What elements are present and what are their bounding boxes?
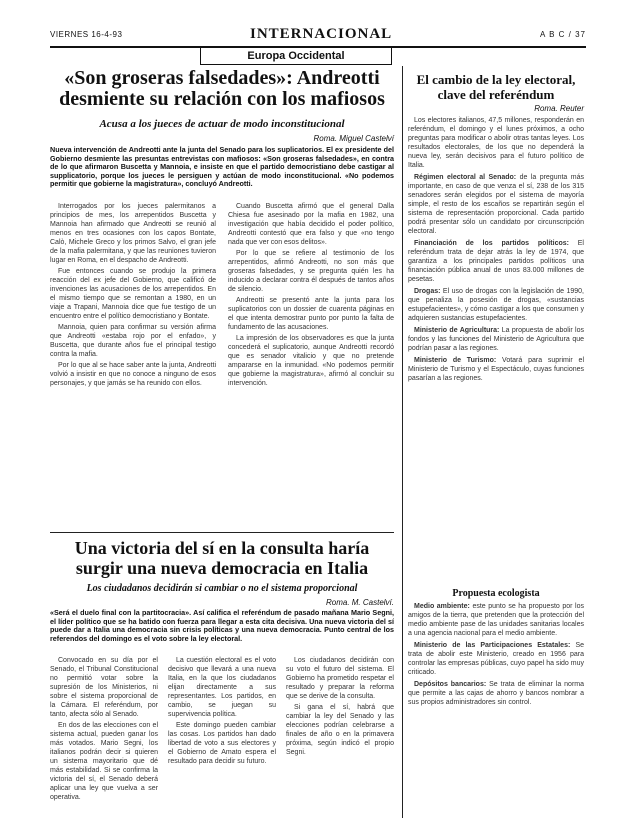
paragraph: Por lo que al se hace saber ante la junta, Andreotti volvió a insistir en que no conoce a ninguno de esos personajes, y que jamás se ha reunido con ellos. — [50, 362, 216, 387]
paragraph: Convocado en su día por el Senado, el Tribunal Constitucional no permitió votar sobre la supresión de los Ministerios, ni sobre el sistema proporcional de la Cámara. El referéndum, por tanto, afecta sólo al Senado. — [50, 657, 158, 718]
item-label: Financiación de los partidos políticos: — [414, 240, 569, 247]
article1-column-2 — [228, 202, 394, 528]
paragraph: Este domingo pueden cambiar las cosas. Los partidos han dado libertad de voto a sus electores y el Gobierno de Amato espera el resultado para decidir su futuro. — [168, 722, 276, 765]
paragraph: En dos de las elecciones con el sistema actual, pueden ganar los más votados. Mario Segni, los italianos podrán decir si quieren un sistema mayoritario que dé más estabilidad. Si se confirma la victoria del sí, el Senado deberá aplicar una ley que vuelva a ser operativa. — [50, 722, 158, 801]
item-label: Medio ambiente: — [414, 603, 470, 610]
article1-lead: Nueva intervención de Andreotti ante la junta del Senado para los suplicatorios. El ex presidente del Gobierno desmiente las presuntas entrevistas con mafiosos: «Son groseras falsedades», en contra de lo que afirmaron Buscetta y Mannoia, e insiste en que el partido democristiano debe castigar al supplicatorio, porque los jueces le persiguen y actúan de modo inconstitucional. «No podemos permitir que gobierne la magistratura», concluyó Andreotti. — [50, 146, 394, 189]
item-text: Se trata de eliminar la norma que permite a las cajas de ahorro y bancos nombrar a sus propios administradores sin control. — [408, 681, 584, 706]
item-label: Régimen electoral al Senado: — [414, 174, 517, 181]
article1-headline: «Son groseras falsedades»: Andreotti desmiente su relación con los mafiosos — [59, 67, 385, 110]
item-label: Ministerio de las Participaciones Estatales: — [414, 642, 571, 649]
item-label: Ministerio de Turismo: — [414, 357, 497, 364]
paragraph: Fue entonces cuando se produjo la primera reacción del ex jefe del Gobierno, que calificó de invenciones las acusaciones de los arrepentidos. En el mismo tiempo que se remontan a 1980, en un viaje a Trapani, Mannoia dice que fue testigo de un encuentro entre el político democristiano y Bontate. — [50, 268, 216, 320]
article-divider — [50, 532, 394, 533]
item-text: Votará para suprimir el Ministerio de Turismo y el Espectáculo, cuyas funciones pasarían a las regiones. — [408, 357, 584, 382]
sidebar-title: El cambio de la ley electoral, clave del referéndum — [416, 72, 576, 102]
item-text: este punto se ha propuesto por los amigos de la tierra, que pretenden que la protección del medio ambiente pase de las unidades sanitarias locales a una agencia nacional para el medio ambiente. — [408, 603, 584, 637]
item-label: Drogas: — [414, 288, 441, 295]
article1-column-1 — [50, 202, 216, 528]
sidebar-body — [408, 116, 584, 586]
masthead — [50, 24, 586, 48]
item-text: de la pregunta más importante, en caso de que venza el sí, 238 de los 315 senadores serán elegidos por el sistema de mayoría simple, el resto de los escaños se repartirán según el sistema de representación proporcional. Cada partido podrá presentar sólo un candidato por circunscripción electoral. — [408, 174, 584, 235]
list-item — [408, 173, 584, 236]
list-item — [408, 287, 584, 323]
article2-column-2 — [168, 656, 276, 816]
item-text: El referéndum trata de dejar atrás la ley de 1974, que garantiza a los principales partidos políticos una financiación pública anual de unos 83.000 millones de pesetas. — [408, 240, 584, 283]
paragraph: Si gana el sí, habrá que cambiar la ley del Senado y las elecciones podrían celebrarse a finales de año o en la primavera próxima, según indicó el propio Segni. — [286, 704, 394, 756]
sidebar-byline: Roma. Reuter — [534, 104, 584, 113]
item-text: El uso de drogas con la legislación de 1990, que penaliza la posesión de drogas, «sustancias estupefacientes», y cómo castigar a los que consumen y adquieren sustancias estupefacientes. — [408, 288, 584, 322]
masthead-section: INTERNACIONAL — [250, 26, 393, 42]
masthead-date: VIERNES 16-4-93 — [50, 30, 123, 39]
article2-column-1 — [50, 656, 158, 816]
item-label: Ministerio de Agricultura: — [414, 327, 500, 334]
list-item — [408, 326, 584, 353]
paragraph: Los electores italianos, 47,5 millones, responderán en referéndum, el domingo y el lunes próximos, a ocho preguntas para modificar o abolir otras tantas leyes. Los resultados electorales, de los que no dependerá la nueva ley, serán decisivos para el futuro político de Italia. — [408, 117, 584, 169]
list-item — [408, 602, 584, 638]
article2-byline: Roma. M. Castelví. — [325, 598, 394, 607]
paragraph: Interrogados por los jueces palermitanos a principios de mes, los arrepentidos Buscetta y Mannoia han afirmado que Andreotti se reunió al menos en tres ocasiones con los capos Bontate, Calò, Michele Greco y los primos Salvo, el gran jefe de la mafia palermitana, y que las reuniones tuvieron lugar en Roma, en el despacho de Andreotti. — [50, 203, 216, 264]
paragraph: Los ciudadanos decidirán con su voto el futuro del sistema. El Gobierno ha prometido respetar el resultado y preparar la reforma que se derive de la consulta. — [286, 657, 394, 700]
article1-deck: Acusa a los jueces de actuar de modo inconstitucional — [99, 118, 345, 130]
article2-deck: Los ciudadanos decidirán si cambiar o no el sistema proporcional — [86, 583, 358, 594]
list-item — [408, 356, 584, 383]
article2-column-3 — [286, 656, 394, 816]
item-text: Se trata de abolir este Ministerio, creado en 1956 para controlar las empresas públicas, cuyo papel ha sido muy criticado. — [408, 642, 584, 676]
paragraph: La cuestión electoral es el voto decisivo que llevará a una nueva Italia, en la que los ciudadanos elijan directamente a sus representantes. Los partidos, en cambio, se juegan su supervivencia política. — [168, 657, 276, 718]
list-item — [408, 641, 584, 677]
article2-lead: «Será el duelo final con la partitocracia». Así califica el referéndum de pasado mañana Mario Segni, el líder político que se ha batido con fuerza para llegar a esta cita decisiva. Una nueva victoria del sí puede dar a Italia una democracia sin crisis políticas y una nueva democracia. Punto central de los referendos del domingo es el voto sobre la ley electoral. — [50, 609, 394, 643]
masthead-page: A B C / 37 — [539, 30, 586, 39]
paragraph: Por lo que se refiere al testimonio de los arrepentidos, afirmó Andreotti, no son más que groseras falsedades, y se pregunta quién les ha inducido a declarar contra él después de tantos años de silencio. — [228, 250, 394, 293]
paragraph: La impresión de los observadores es que la junta concederá el suplicatorio, aunque Andreotti recordó que es senador vitalicio y que no pretende ampararse en la inmunidad. «No podemos permitir que gobierne la magistratura», afirmó al concluir su intervención. — [228, 335, 394, 387]
item-label: Depósitos bancarios: — [414, 681, 487, 688]
article1-byline: Roma. Miguel Castelví — [313, 134, 394, 143]
paragraph: Andreotti se presentó ante la junta para los suplicatorios con un dossier de cuarenta páginas en el que intenta demostrar punto por punto la falta de fundamento de las acusaciones. — [228, 297, 394, 331]
paragraph: Mannoia, quien para confirmar su versión afirma que Andreotti «estaba rojo por el enfado», y Buscetta, que durante años fue el principal testigo contra la mafia. — [50, 324, 216, 358]
paragraph: Cuando Buscetta afirmó que el general Dalla Chiesa fue asesinado por la mafia en 1982, una investigación que había decidido el poder político, Andreotti contestó que era falso y que «no tengo nada que ver con esos delitos». — [228, 203, 394, 246]
item-text: La propuesta de abolir los fondos y las funciones del Ministerio de Agricultura que podrían pasar a las regiones. — [408, 327, 584, 352]
sidebar-body-2 — [408, 602, 584, 816]
subsection-label: Europa Occidental — [200, 48, 392, 65]
list-item — [408, 239, 584, 284]
article2-headline: Una victoria del sí en la consulta haría surgir una nueva democracia en Italia — [74, 538, 370, 578]
column-rule — [402, 66, 403, 818]
sidebar-subtitle: Propuesta ecologista — [452, 588, 540, 599]
list-item — [408, 680, 584, 707]
